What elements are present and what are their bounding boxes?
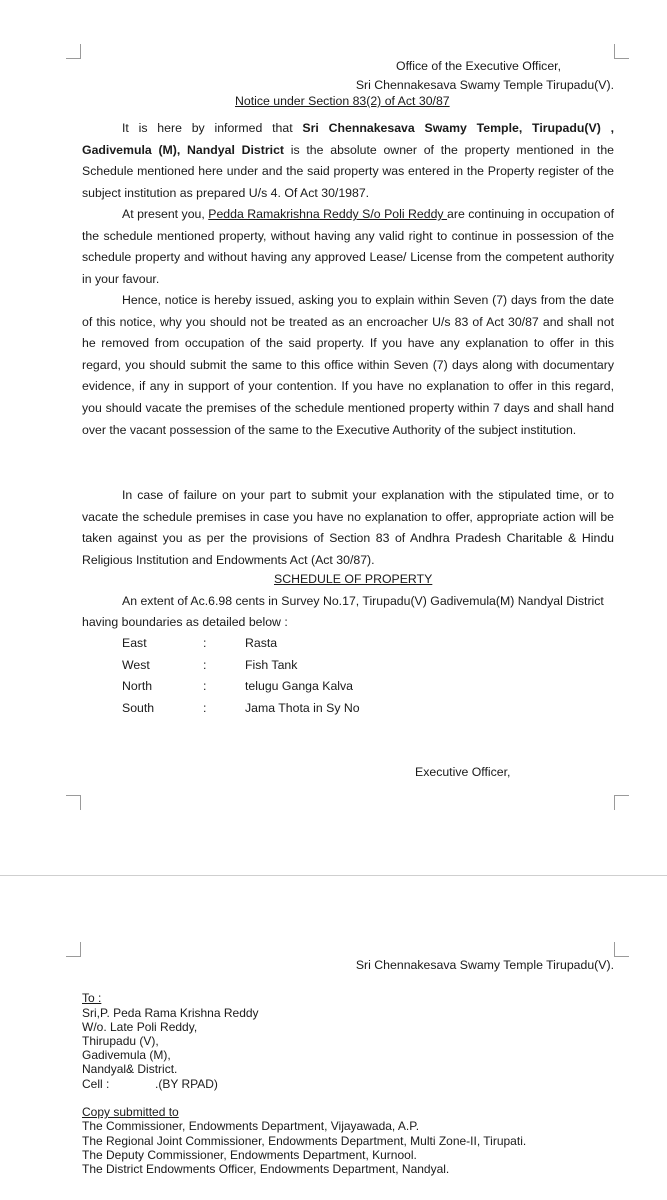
copy-recipient-2: The Regional Joint Commissioner, Endowments Department, Multi Zone-II, Tirupati. [82, 1134, 527, 1148]
cell-value: .(BY RPAD) [155, 1077, 218, 1091]
address-line-5: Nandyal& District. [82, 1062, 178, 1076]
paragraph-occupation-post: are continuing in occupation of the schedule mentioned property, without having any valid right to continue in possession of the schedule property and without having any approved Lease/ License from the competent authority in your favour. [82, 207, 614, 286]
temple-name-bold: Sri Chennakesava Swamy Temple, Tirupadu(V) , Gadivemula (M), Nandyal District [82, 121, 614, 157]
paragraph-notice: Hence, notice is hereby issued, asking you to explain within Seven (7) days from the date of this notice, why you should not be treated as an encroacher U/s 83 of Act 30/87 and shall not he removed from occupation of the said property. If you have any explanation to offer in this regard, you should submit the same to this office within Seven (7) days along with documentary evidence, if any in support of your contention. If you have no explanation to offer in this regard, you should vacate the premises of the schedule mentioned property within 7 days and shall hand over the vacant possession of the same to the Executive Authority of the subject institution. [82, 293, 614, 437]
boundary-value: Rasta [245, 636, 278, 650]
cell-label: Cell : [82, 1077, 110, 1091]
occupant-name: Pedda Ramakrishna Reddy S/o Poli Reddy [208, 207, 448, 221]
paragraph-ownership [82, 118, 614, 204]
to-label: To : [82, 991, 102, 1005]
copy-submitted-label: Copy submitted to [82, 1105, 179, 1119]
margin-corner-top-right [614, 44, 629, 59]
temple-line: Sri Chennakesava Swamy Temple Tirupadu(V). [355, 78, 614, 92]
address-line-4: Gadivemula (M), [82, 1048, 171, 1062]
copy-recipient-4: The District Endowments Officer, Endowments Department, Nandyal. [82, 1162, 450, 1176]
margin-corner-top-right [614, 942, 629, 957]
schedule-intro-line1: An extent of Ac.6.98 cents in Survey No.17, Tirupadu(V) Gadivemula(M) Nandyal District [122, 594, 604, 608]
address-line-1: Sri,P. Peda Rama Krishna Reddy [82, 1006, 259, 1020]
notice-page-2 [0, 876, 667, 1200]
copy-recipient-3: The Deputy Commissioner, Endowments Department, Kurnool. [82, 1148, 417, 1162]
paragraph-failure: In case of failure on your part to submit your explanation with the stipulated time, or to vacate the schedule premises in case you have no explanation to offer, appropriate action will be taken against you as per the provisions of Section 83 of Andhra Pradesh Charitable & Hindu Religious Institution and Endowments Act (Act 30/87). [82, 488, 614, 567]
boundary-direction: North [122, 679, 153, 693]
office-line: Office of the Executive Officer, [396, 59, 561, 73]
temple-header-page2: Sri Chennakesava Swamy Temple Tirupadu(V). [355, 958, 614, 972]
paragraph-ownership-pre: It is here by informed that [122, 121, 303, 135]
boundary-direction: West [122, 658, 150, 672]
margin-corner-bottom-right [614, 795, 629, 810]
boundary-direction: South [122, 701, 155, 715]
margin-corner-bottom-left [66, 795, 81, 810]
boundary-colon: : [203, 679, 207, 693]
boundary-value: Jama Thota in Sy No [245, 701, 360, 715]
copy-recipient-1: The Commissioner, Endowments Department, Vijayawada, A.P. [82, 1119, 420, 1133]
boundary-colon: : [203, 658, 207, 672]
address-line-2: W/o. Late Poli Reddy, [82, 1020, 198, 1034]
boundary-colon: : [203, 701, 207, 715]
paragraph-occupation [82, 204, 614, 290]
boundary-value: Fish Tank [245, 658, 298, 672]
margin-corner-top-left [66, 44, 81, 59]
boundary-value: telugu Ganga Kalva [245, 679, 354, 693]
schedule-title: SCHEDULE OF PROPERTY [274, 572, 433, 586]
schedule-intro-line2: having boundaries as detailed below : [82, 615, 288, 629]
margin-corner-top-left [66, 942, 81, 957]
boundary-direction: East [122, 636, 147, 650]
paragraph-ownership-post: is the absolute owner of the property mentioned in the Schedule mentioned here under and the said property was entered in the Property register of the subject institution as prepared U/s 4. Of Act 30/1987. [82, 142, 614, 200]
address-line-3: Thirupadu (V), [82, 1034, 159, 1048]
signature-executive-officer: Executive Officer, [415, 765, 511, 779]
paragraph-occupation-pre: At present you, [122, 207, 209, 221]
notice-title: Notice under Section 83(2) of Act 30/87 [235, 94, 450, 108]
boundary-colon: : [203, 636, 207, 650]
